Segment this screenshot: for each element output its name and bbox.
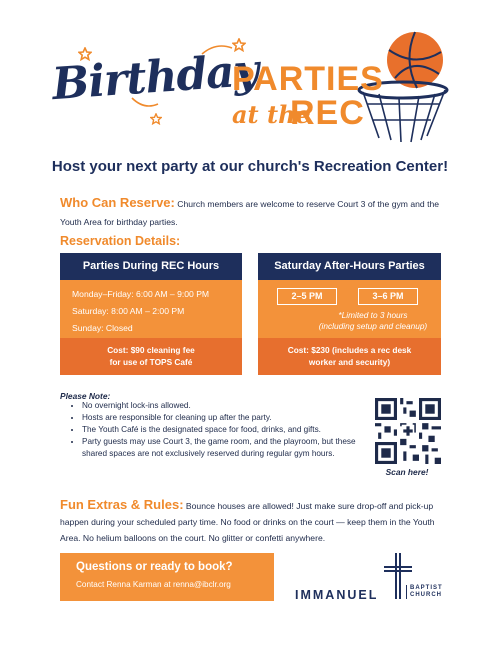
- limit-note: [258, 310, 488, 332]
- cost-line: Cost: $230 (includes a rec desk: [287, 345, 412, 355]
- church-name: IMMANUEL: [295, 588, 379, 602]
- time-slot-2-5: 2–5 PM: [277, 288, 337, 305]
- fun-heading: Fun Extras & Rules:: [60, 497, 184, 512]
- church-sub: [406, 585, 443, 599]
- scan-label: Scan here!: [385, 467, 429, 477]
- hours-saturday: Saturday: 8:00 AM – 2:00 PM: [72, 306, 185, 316]
- list-item: • The Youth Café is the designated space for food, drinks, and gifts.: [82, 424, 382, 436]
- list-item: • Party guests may use Court 3, the game room, and the playroom, but these shared spaces are not exclusively reserved during regular gym hours.: [82, 436, 382, 460]
- church-sub-line: BAPTIST: [410, 585, 443, 591]
- rec-hours-card: [60, 253, 242, 375]
- title-at-the: at the: [232, 100, 311, 129]
- contact-box: [60, 553, 274, 601]
- church-sub-line: CHURCH: [410, 592, 442, 598]
- reservation-heading: Reservation Details:: [60, 234, 181, 248]
- cta-title: Questions or ready to book?: [76, 561, 233, 573]
- fun-extras-section: [60, 497, 450, 546]
- limit-note-line: *Limited to 3 hours: [338, 310, 408, 320]
- notes-list: [70, 400, 382, 460]
- cost-line: Cost: $90 cleaning fee: [107, 345, 195, 355]
- after-hours-title: Saturday After-Hours Parties: [258, 253, 441, 280]
- list-item: • Hosts are responsible for cleaning up after the party.: [82, 412, 382, 424]
- after-hours-cost: [258, 338, 441, 375]
- who-text: Church members are welcome to reserve Court 3 of the gym and the Youth Area for birthday parties.: [60, 199, 440, 227]
- time-slot-3-6: 3–6 PM: [358, 288, 418, 305]
- title-birthday: Birthday: [50, 44, 260, 111]
- limit-note-line: (including setup and cleanup): [318, 321, 428, 331]
- fun-text: Bounce houses are allowed! Just make sure drop-off and pick-up happen during your scheduled party time. No food or drinks on the court — keep them in the Youth Area. No helium balloons on the court. No glitter or confetti anywhere.: [60, 501, 435, 543]
- notes-title: Please Note:: [60, 391, 111, 401]
- who-heading: Who Can Reserve:: [60, 195, 175, 210]
- rec-hours-title: Parties During REC Hours: [60, 253, 242, 280]
- cost-line: worker and security): [308, 357, 391, 367]
- hours-sunday: Sunday: Closed: [72, 323, 133, 333]
- who-can-reserve-section: [60, 194, 445, 230]
- title-parties: PARTIES: [232, 60, 384, 98]
- rec-hours-cost: [60, 338, 242, 375]
- star-icon: [150, 113, 162, 125]
- qr-code[interactable]: [375, 398, 441, 464]
- cost-line: for use of TOPS Café: [109, 357, 193, 367]
- list-item: • No overnight lock-ins allowed.: [82, 400, 382, 412]
- hours-weekday: Monday–Friday: 6:00 AM – 9:00 PM: [72, 289, 210, 299]
- contact-email-link[interactable]: Contact Renna Karman at renna@ibclr.org: [76, 580, 231, 589]
- headline: Host your next party at our church's Recreation Center!: [51, 158, 449, 175]
- title-rec: REC: [290, 94, 365, 132]
